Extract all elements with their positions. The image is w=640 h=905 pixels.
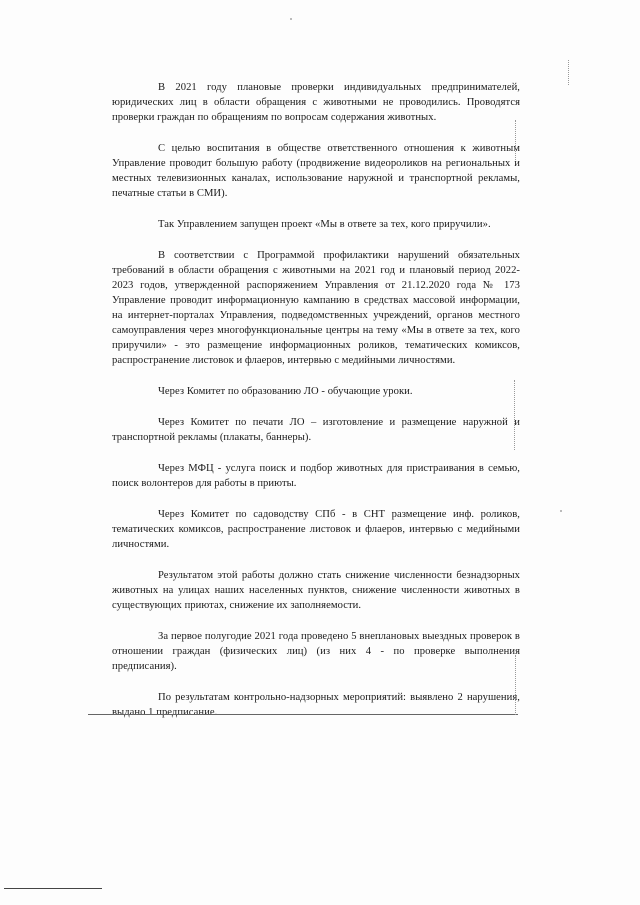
- paragraph-education-committee: Через Комитет по образованию ЛО - обучающие уроки.: [158, 386, 413, 397]
- paragraph-prevention-program: В соответствии с Программой профилактики нарушений обязательных требований в области обращения с животными на 2021 год и плановый период 2022-2023 годов, утвержденной распоряжением Управления от 21.12.2020 года № 173 Управление проводит информационную кампанию в средствах массовой информации, на интернет-порталах Управления, подведомственных учреждений, органов местного самоуправления через многофункциональные центры на тему «Мы в ответе за тех, кого приручили» - это размещение информационных роликов, тематических комиксов, распространение листовок и флаеров, интервью с медийными личностями.: [112, 250, 520, 366]
- paragraph-expected-result: Результатом этой работы должно стать снижение численности безнадзорных животных на улицах наших населенных пунктов, снижение численности животных в существующих приютах, снижение их заполняемости.: [112, 570, 520, 611]
- paragraph-project-launch: Так Управлением запущен проект «Мы в ответе за тех, кого приручили».: [158, 219, 491, 230]
- paragraph-press-committee: Через Комитет по печати ЛО – изготовление и размещение наружной и транспортной рекламы (плакаты, баннеры).: [112, 417, 520, 443]
- scan-margin-dots: [515, 655, 517, 715]
- scan-bottom-line: [4, 888, 102, 889]
- paragraph-mfc: Через МФЦ - услуга поиск и подбор животных для пристраивания в семью, поиск волонтеров для работы в приюты.: [112, 463, 520, 489]
- paragraph-planned-inspections: В 2021 году плановые проверки индивидуальных предпринимателей, юридических лиц в области обращения с животными не проводились. Проводятся проверки граждан по обращениям по вопросам содержания животных.: [112, 82, 520, 123]
- paragraph-education-work: С целью воспитания в обществе ответственного отношения к животным Управление проводит большую работу (продвижение видеороликов на региональных и местных телевизионных каналах, использование наружной и транспортной рекламы, печатные статьи в СМИ).: [112, 143, 520, 199]
- paragraph-gardening-committee: Через Комитет по садоводству СПб - в СНТ размещение инф. роликов, тематических комиксов, распространение листовок и флаеров, интервью с медийными личностями.: [112, 509, 520, 550]
- scan-margin-dots: [514, 380, 516, 450]
- scan-margin-dots: [568, 60, 570, 85]
- paragraph-inspection-results: По результатам контрольно-надзорных мероприятий: выявлено 2 нарушения, выдано 1 предписание.: [112, 692, 520, 718]
- paragraph-unscheduled-inspections: За первое полугодие 2021 года проведено 5 внеплановых выездных проверок в отношении граждан (физических лиц) (из них 4 - по проверке выполнения предписания).: [112, 631, 520, 672]
- scan-speck: [560, 510, 562, 512]
- scan-speck: [290, 18, 292, 20]
- document-body: [112, 80, 520, 736]
- scan-divider-line: [88, 714, 518, 715]
- scan-margin-dots: [515, 120, 517, 160]
